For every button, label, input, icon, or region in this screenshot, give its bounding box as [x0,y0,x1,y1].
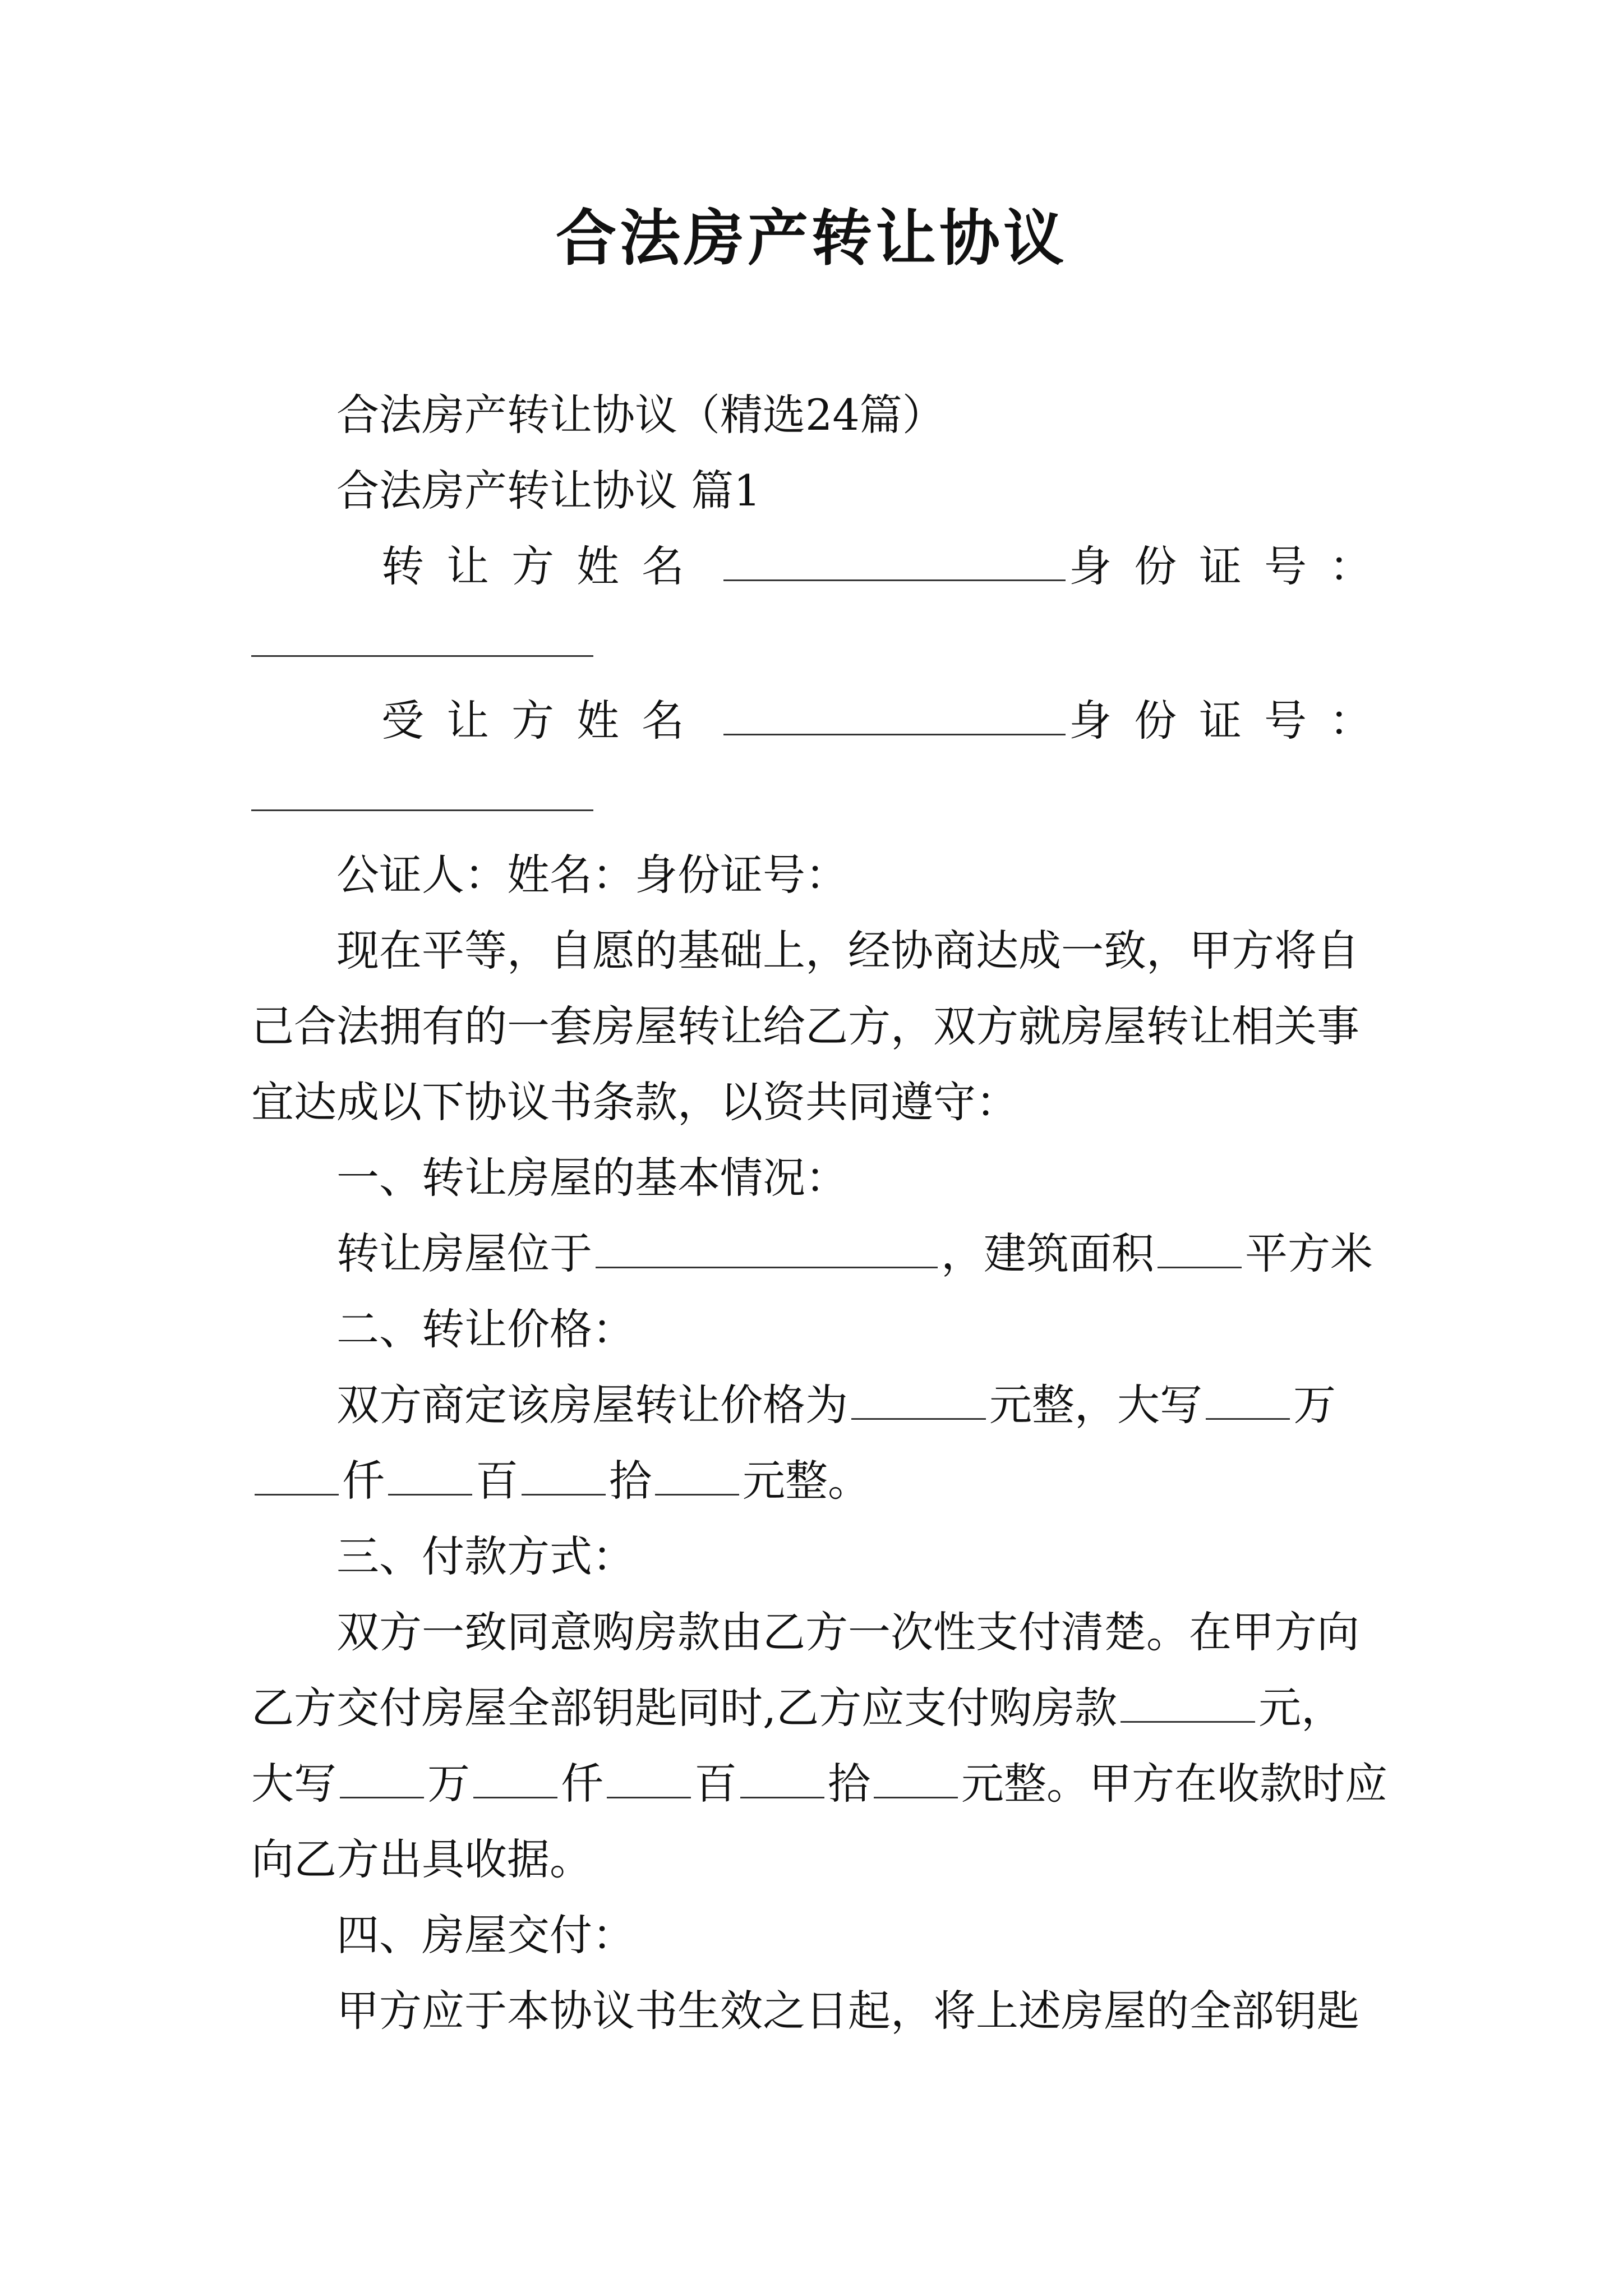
document-title: 合法房产转让协议 [555,203,1067,274]
transferor-id-blank [251,655,593,657]
paragraph-line: 己合法拥有的一套房屋转让给乙方，双方就房屋转让相关事 [251,1001,1359,1051]
transferor-id-label: 身份证号： [1069,541,1395,591]
section-heading: 一、转让房屋的基本情况： [336,1153,848,1203]
location-blank [596,1227,938,1268]
transferee-name-blank [723,694,1066,735]
area-blank [1158,1227,1242,1268]
section-heading-line: 合法房产转让协议 篇1 [336,466,761,516]
paragraph-line: 现在平等，自愿的基础上，经协商达成一致，甲方将自 [336,926,1359,976]
transferee-id-label: 身份证号： [1069,696,1395,746]
wan-blank [1206,1379,1290,1420]
transferor-row [381,539,1395,595]
transferor-name-blank [723,540,1066,581]
transferee-id-blank [251,809,593,811]
paragraph-line: 甲方应于本协议书生效之日起，将上述房屋的全部钥匙 [336,1986,1359,2036]
price-line: 双方商定该房屋转让价格为 元整，大写 万 [336,1380,1336,1430]
section-heading: 三、付款方式： [336,1531,635,1581]
subtitle-line: 合法房产转让协议（精选24篇） [336,390,945,440]
transferee-row [381,693,1395,749]
paragraph-line: 宜达成以下协议书条款，以资共同遵守： [251,1077,1018,1127]
transferee-label: 受让方姓名 [381,696,707,746]
payment-line: 乙方交付房屋全部钥匙同时,乙方应支付购房款 元， [251,1683,1344,1733]
payment-blank [1121,1682,1255,1723]
section-heading: 二、转让价格： [336,1304,635,1354]
notary-line: 公证人：姓名：身份证号： [336,850,848,900]
price-words-line: 仟 百 拾 元整。 [251,1453,870,1509]
location-line: 转让房屋位于 ，建筑面积 平方米 [336,1228,1373,1278]
transferor-label: 转让方姓名 [381,541,707,591]
section-heading: 四、房屋交付： [336,1910,635,1960]
payment-words-line: 大写 万 仟 百 拾 元整。甲方在收款时应 [251,1759,1387,1809]
paragraph-line: 双方一致同意购房款由乙方一次性支付清楚。在甲方向 [336,1607,1359,1657]
paragraph-line: 向乙方出具收据。 [251,1834,592,1884]
price-blank [851,1379,986,1420]
